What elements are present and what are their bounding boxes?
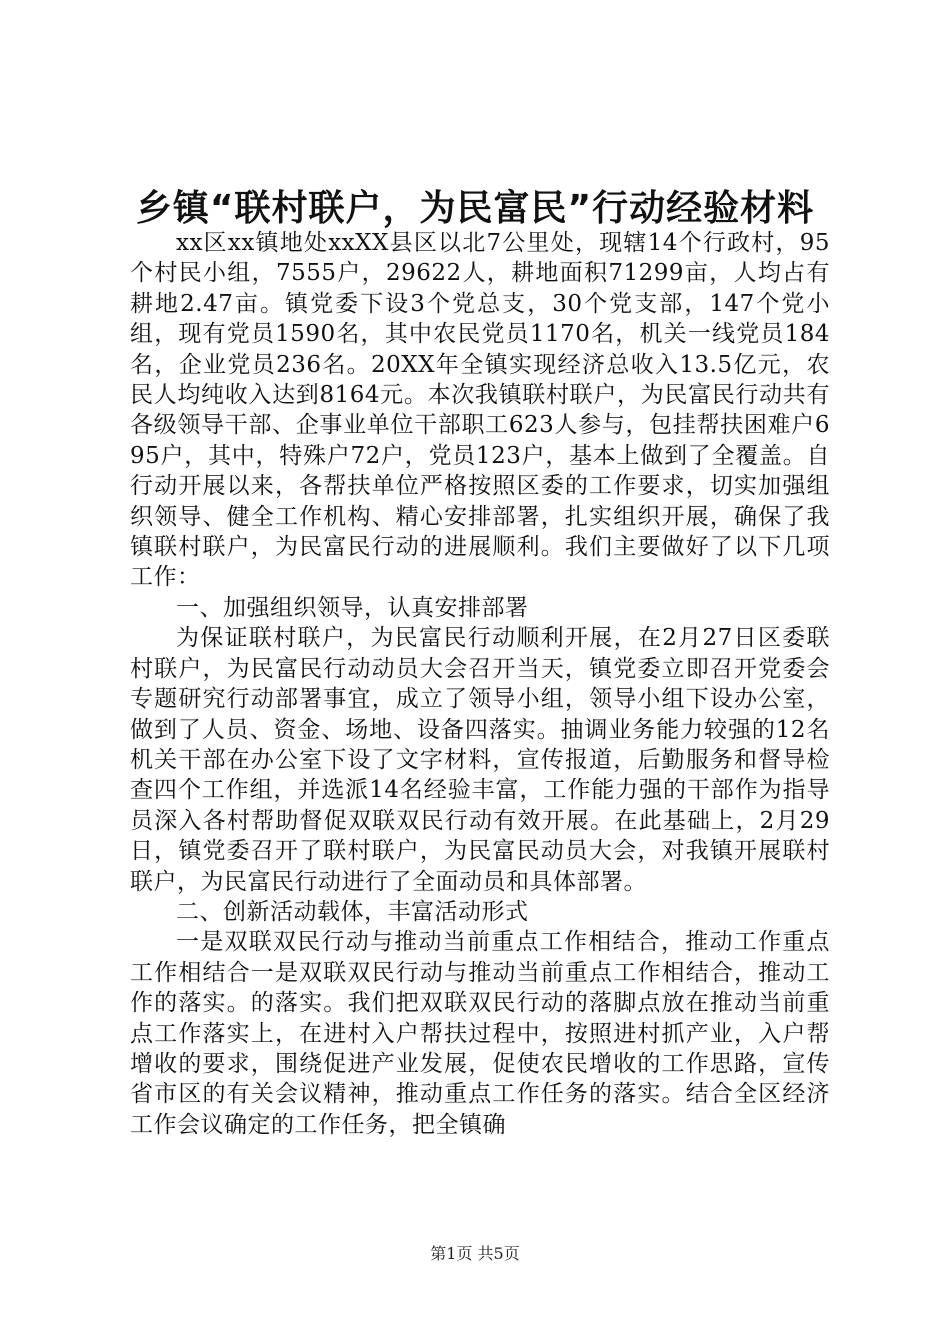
section-heading-2: 二、创新活动载体，丰富活动形式	[176, 898, 529, 925]
intro-paragraph: xx区xx镇地处xxXX县区以北7公里处，现辖14个行政村，95个村民小组，7555户，29622人，耕地面积71299亩，人均占有耕地2.47亩。镇党委下设3个党总支，30个党支部，147个党小组，现有党员1590名，其中农民党员1170名，机关一线党员184名，企业党员236名。20XX年全镇实现经济总收入13.5亿元，农民人均纯收入达到8164元。本次我镇联村联户，为民富民行动共有各级领导干部、企事业单位干部职工623人参与，包挂帮扶困难户695户，其中，特殊户72户，党员123户，基本上做到了全覆盖。自行动开展以来，各帮扶单位严格按照区委的工作要求，切实加强组织领导、健全工作机构、精心安排部署，扎实组织开展，确保了我镇联村联户，为民富民行动的进展顺利。我们主要做好了以下几项工作：	[130, 230, 830, 591]
document-body	[130, 228, 830, 1140]
section-2-paragraph: 一是双联双民行动与推动当前重点工作相结合，推动工作重点工作相结合一是双联双民行动与推动当前重点工作相结合，推动工作的落实。的落实。我们把双联双民行动的落脚点放在推动当前重点工作落实上，在进村入户帮扶过程中，按照进村抓产业，入户帮增收的要求，围绕促进产业发展，促使农民增收的工作思路，宣传省市区的有关会议精神，推动重点工作任务的落实。结合全区经济工作会议确定的工作任务，把全镇确	[130, 929, 830, 1138]
section-heading-1: 一、加强组织领导，认真安排部署	[176, 594, 529, 621]
document-title: 乡镇“联村联户，为民富民”行动经验材料	[135, 188, 815, 229]
page-number-footer: 第1页 共5页	[430, 1244, 520, 1263]
section-1-paragraph: 为保证联村联户，为民富民行动顺利开展，在2月27日区委联村联户，为民富民行动动员大会召开当天，镇党委立即召开党委会专题研究行动部署事宜，成立了领导小组，领导小组下设办公室，做到了人员、资金、场地、设备四落实。抽调业务能力较强的12名机关干部在办公室下设了文字材料，宣传报道，后勤服务和督导检查四个工作组，并选派14名经验丰富，工作能力强的干部作为指导员深入各村帮助督促双联双民行动有效开展。在此基础上，2月29日，镇党委召开了联村联户，为民富民动员大会，对我镇开展联村联户，为民富民行动进行了全面动员和具体部署。	[130, 625, 830, 895]
